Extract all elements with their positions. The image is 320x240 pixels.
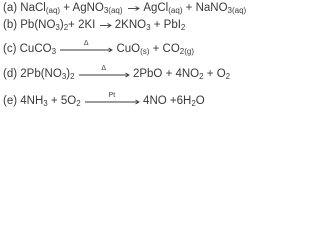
formula-text: + 2KI xyxy=(68,19,96,31)
reaction-arrow xyxy=(126,1,141,15)
reaction-condition: Δ xyxy=(83,40,89,47)
reaction-condition: Δ xyxy=(101,65,107,72)
equation-c xyxy=(3,42,194,56)
equation-reactants xyxy=(20,68,74,80)
subscript: 3(aq) xyxy=(103,6,123,15)
formula-text: + O xyxy=(203,68,226,80)
equation-products xyxy=(143,2,246,14)
formula-text: Pb(NO xyxy=(20,19,56,31)
arrow-icon xyxy=(78,67,130,81)
formula-text: ) xyxy=(59,19,64,31)
equation-label: (a) xyxy=(3,2,18,14)
formula-text: ) xyxy=(66,68,71,80)
subscript: 3 xyxy=(146,23,151,32)
subscript: 2 xyxy=(199,72,204,81)
equation-products xyxy=(143,95,205,107)
subscript: 2 xyxy=(225,72,231,81)
subscript: 3 xyxy=(55,23,60,32)
subscript: (aq) xyxy=(168,6,183,15)
formula-text: + CO xyxy=(149,43,180,55)
equation-d xyxy=(3,67,230,81)
equation-reactants xyxy=(20,2,122,14)
subscript: (aq) xyxy=(45,6,61,15)
equation-products xyxy=(116,43,194,55)
formula-text: 2KNO xyxy=(114,19,147,31)
formula-text: 2Pb(NO xyxy=(20,68,62,80)
equation-reactants xyxy=(20,95,80,107)
reaction-arrow xyxy=(78,67,130,81)
subscript: (s) xyxy=(140,47,150,56)
formula-text: NaCl xyxy=(20,2,46,14)
arrow-icon xyxy=(59,42,113,56)
equation-a xyxy=(3,1,246,15)
formula-text: + NaNO xyxy=(182,2,228,14)
equation-e xyxy=(3,94,205,108)
arrow-icon xyxy=(126,1,141,15)
subscript: 2(g) xyxy=(179,47,195,56)
formula-text: + 5O xyxy=(47,95,77,107)
formula-text: AgCl xyxy=(143,2,169,14)
equation-products xyxy=(133,68,230,80)
subscript: 2 xyxy=(63,23,69,32)
equation-label: (e) xyxy=(3,95,18,107)
equation-label: (d) xyxy=(3,68,18,80)
formula-text: O xyxy=(195,95,205,107)
subscript: 3 xyxy=(51,47,57,56)
equation-label: (c) xyxy=(3,43,17,55)
subscript: 2 xyxy=(76,99,81,108)
formula-text: CuCO xyxy=(19,43,52,55)
subscript: 2 xyxy=(70,72,75,81)
reaction-arrow xyxy=(84,94,140,108)
subscript: 3 xyxy=(43,99,48,108)
subscript: 3(aq) xyxy=(227,6,247,15)
arrow-icon xyxy=(99,18,112,32)
equation-reactants xyxy=(20,19,95,31)
formula-text: + AgNO xyxy=(60,2,104,14)
formula-text: + PbI xyxy=(150,19,181,31)
subscript: 3 xyxy=(61,72,67,81)
equation-products xyxy=(115,19,186,31)
formula-text: 4NO +6H xyxy=(143,95,192,107)
formula-text: CuO xyxy=(116,43,141,55)
reaction-arrow xyxy=(59,42,113,56)
equation-b xyxy=(3,18,185,32)
formula-text: 2PbO + 4NO xyxy=(132,68,200,80)
arrow-icon xyxy=(84,94,140,108)
subscript: 2 xyxy=(180,23,186,32)
equation-label: (b) xyxy=(3,19,18,31)
reaction-condition: Pt xyxy=(108,92,116,99)
formula-text: 4NH xyxy=(20,95,44,107)
subscript: 2 xyxy=(191,99,196,108)
reaction-arrow xyxy=(99,18,112,32)
equation-reactants xyxy=(20,43,56,55)
